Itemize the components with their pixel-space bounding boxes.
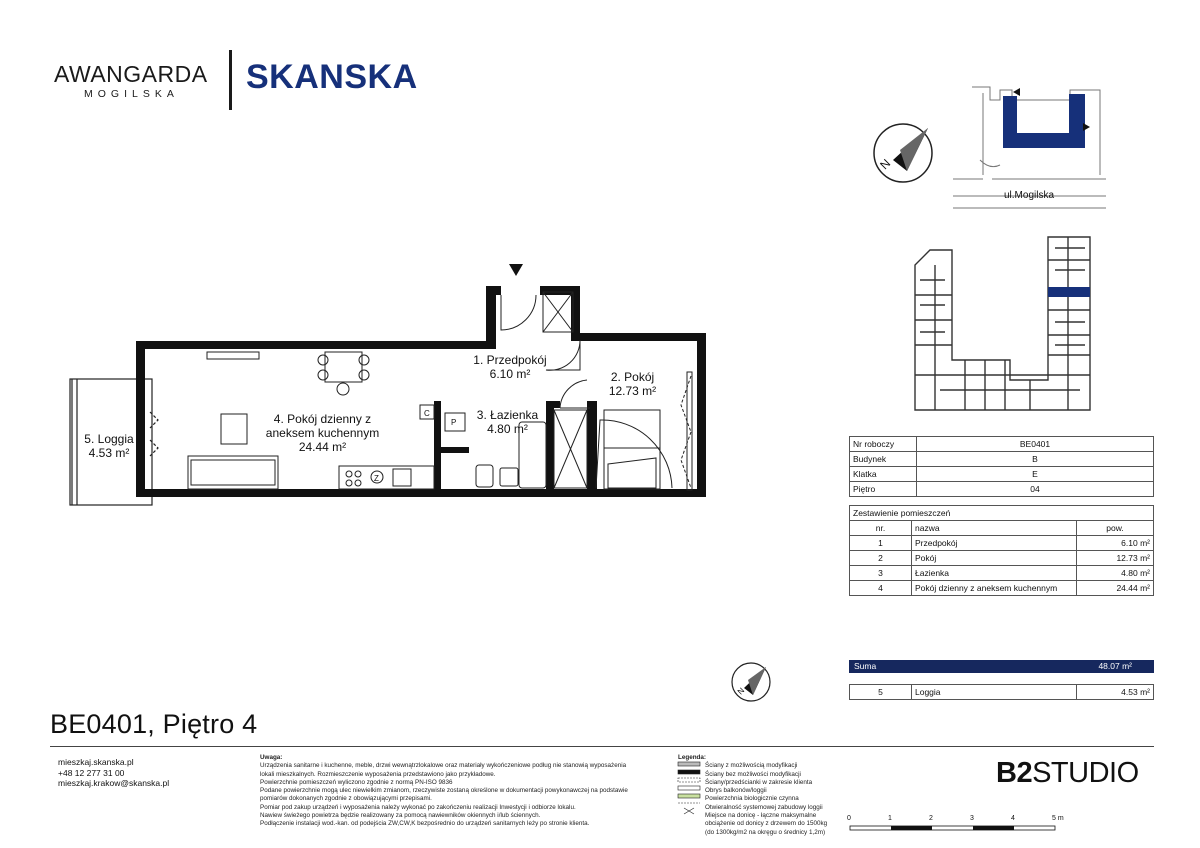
- table-row: [850, 452, 1154, 467]
- svg-text:Z: Z: [374, 474, 379, 483]
- sum-value: 48.07 m²: [1098, 661, 1132, 671]
- row-nr: 5: [850, 685, 912, 700]
- legend-item: obciążenie od donicy z drzewem do 1500kg: [705, 820, 828, 828]
- legend-block: [678, 754, 827, 837]
- room-area: 12.73 m²: [608, 384, 657, 398]
- svg-text:P: P: [451, 418, 457, 427]
- table-row: [850, 581, 1154, 596]
- project-logo-sub: MOGILSKA: [84, 88, 179, 100]
- row-nr: 4: [850, 581, 912, 596]
- info-label: Piętro: [850, 482, 917, 497]
- room-name: 2. Pokój: [610, 370, 655, 384]
- table-row: [850, 551, 1154, 566]
- legend-heading: Legenda:: [678, 754, 706, 761]
- room-label-loggia: [78, 432, 140, 460]
- row-area: 4.80 m²: [1077, 566, 1154, 581]
- legend-item: Obrys balkonów/loggii: [705, 787, 767, 795]
- table-header-row: [850, 521, 1154, 536]
- info-value: E: [917, 467, 1154, 482]
- compass-small-icon: [732, 663, 770, 701]
- svg-text:N: N: [877, 156, 894, 173]
- scale-bar: [850, 826, 1055, 830]
- svg-text:N: N: [735, 685, 747, 697]
- loggia-table: [849, 684, 1154, 700]
- row-nr: 1: [850, 536, 912, 551]
- note-line: Podane powierzchnie mogą ulec niewielkim zmianom, rzeczywiste zostaną określone w dokumentacji powykonawczej na podstawie: [260, 787, 628, 795]
- row-name: Łazienka: [912, 566, 1077, 581]
- legend-item: Miejsce na donicę - łączne maksymalne: [705, 812, 817, 820]
- scale-tick: 3: [970, 815, 974, 822]
- room-label-living: [250, 412, 395, 454]
- note-line: Urządzenia sanitarne i kuchenne, meble, drzwi wewnątrzlokalowe oraz materiały wykończeniowe podług nie stanowią wyposażenia: [260, 762, 627, 770]
- row-name: Pokój: [912, 551, 1077, 566]
- row-name: Pokój dzienny z aneksem kuchennym: [912, 581, 1077, 596]
- note-line: Nawiew świeżego powietrza będzie realizowany za pomocą nawiewników okiennych i/lub ściennych.: [260, 812, 541, 820]
- note-line: lokali mieszkalnych. Rozmieszczenie wyposażenia przedstawiono jako przykładowe.: [260, 770, 496, 778]
- divider: [50, 746, 1154, 747]
- compass-icon: [874, 124, 932, 182]
- room-label-bedroom: [590, 370, 675, 398]
- building-highlight: [1003, 94, 1085, 148]
- room-label-entrance: [445, 353, 575, 381]
- row-name: Loggia: [912, 685, 1077, 700]
- note-line: Pomiar pod zakup urządzeń i wyposażenia należy wykonać po zakończeniu realizacji Inwestycji i odbiorze lokalu.: [260, 803, 576, 811]
- room-name: 4. Pokój dzienny z: [273, 412, 372, 426]
- row-nr: 2: [850, 551, 912, 566]
- contact-block: [58, 757, 169, 789]
- room-area: 6.10 m²: [489, 367, 531, 381]
- notes-block: [260, 754, 628, 829]
- page-title: BE0401, Piętro 4: [50, 709, 258, 739]
- legend-item: Ściany z możliwością modyfikacji: [705, 762, 798, 770]
- row-area: 24.44 m²: [1077, 581, 1154, 596]
- room-name: 1. Przedpokój: [473, 353, 547, 367]
- sum-label: Suma: [854, 661, 877, 671]
- row-area: 12.73 m²: [1077, 551, 1154, 566]
- table-row: [850, 685, 1154, 700]
- room-name: 5. Loggia: [84, 432, 134, 446]
- svg-text:C: C: [424, 409, 430, 418]
- col-header-area: pow.: [1077, 521, 1154, 536]
- room-area: 24.44 m²: [298, 440, 347, 454]
- studio-logo-bold: B2: [996, 757, 1033, 789]
- notes-heading: Uwaga:: [260, 754, 283, 761]
- table-row: [850, 437, 1154, 452]
- rooms-table: [849, 505, 1154, 596]
- website-link[interactable]: mieszkaj.skanska.pl: [58, 757, 134, 767]
- row-name: Przedpokój: [912, 536, 1077, 551]
- table-row: [850, 536, 1154, 551]
- col-header-name: nazwa: [912, 521, 1077, 536]
- row-area: 4.53 m²: [1077, 685, 1154, 700]
- legend-item: Otwieralność systemowej zabudowy loggii: [705, 803, 823, 811]
- col-header-nr: nr.: [850, 521, 912, 536]
- apartment-highlight: [1048, 287, 1090, 297]
- room-name: 3. Łazienka: [476, 408, 539, 422]
- legend-item: Ściany bez możliwości modyfikacji: [705, 770, 801, 778]
- scale-tick: 4: [1011, 815, 1015, 822]
- scale-tick: 1: [888, 815, 892, 822]
- room-name-cont: aneksem kuchennym: [265, 426, 380, 440]
- info-value: BE0401: [917, 437, 1154, 452]
- info-value: B: [917, 452, 1154, 467]
- table-row: [850, 467, 1154, 482]
- note-line: pomiarów dokonanych zgodnie z obowiązującymi przepisami.: [260, 795, 432, 803]
- info-label: Nr roboczy: [850, 437, 917, 452]
- studio-logo-rest: STUDIO: [1032, 757, 1139, 789]
- project-logo: AWANGARDA: [54, 61, 208, 87]
- scale-tick: 0: [847, 815, 851, 822]
- studio-logo: [996, 757, 1139, 790]
- legend-item: Ściany/przedścianki w zakresie klienta: [705, 778, 813, 786]
- street-label: ul.Mogilska: [1004, 190, 1055, 201]
- note-line: Podłączenie instalacji wod.-kan. od podejścia ZW,CW,K bezpośrednio do urządzeń sanitarnych leży po stronie klienta.: [260, 820, 590, 828]
- room-area: 4.80 m²: [487, 422, 528, 436]
- table-caption-row: [850, 506, 1154, 521]
- phone-number: +48 12 277 31 00: [58, 767, 125, 778]
- info-label: Budynek: [850, 452, 917, 467]
- info-table: [849, 436, 1154, 497]
- sum-bar: [849, 660, 1154, 673]
- table-row: [850, 482, 1154, 497]
- building-key-plan: [915, 237, 1090, 410]
- info-label: Klatka: [850, 467, 917, 482]
- table-row: [850, 566, 1154, 581]
- room-label-bathroom: [465, 408, 550, 436]
- rooms-table-caption: Zestawienie pomieszczeń: [850, 506, 1154, 521]
- legend-item: Powierzchnia biologicznie czynna: [705, 795, 799, 803]
- email-link[interactable]: mieszkaj.krakow@skanska.pl: [58, 778, 170, 788]
- row-nr: 3: [850, 566, 912, 581]
- note-line: Powierzchnie pomieszczeń wyliczono zgodnie z normą PN-ISO 9836: [260, 778, 453, 786]
- row-area: 6.10 m²: [1077, 536, 1154, 551]
- developer-logo: SKANSKA: [246, 58, 418, 96]
- info-value: 04: [917, 482, 1154, 497]
- room-area: 4.53 m²: [88, 446, 130, 460]
- legend-item: (do 1300kg/m2 na okręgu o średnicy 1,2m): [705, 828, 826, 836]
- scale-tick: 2: [929, 815, 933, 822]
- scale-tick: 5 m: [1052, 815, 1064, 822]
